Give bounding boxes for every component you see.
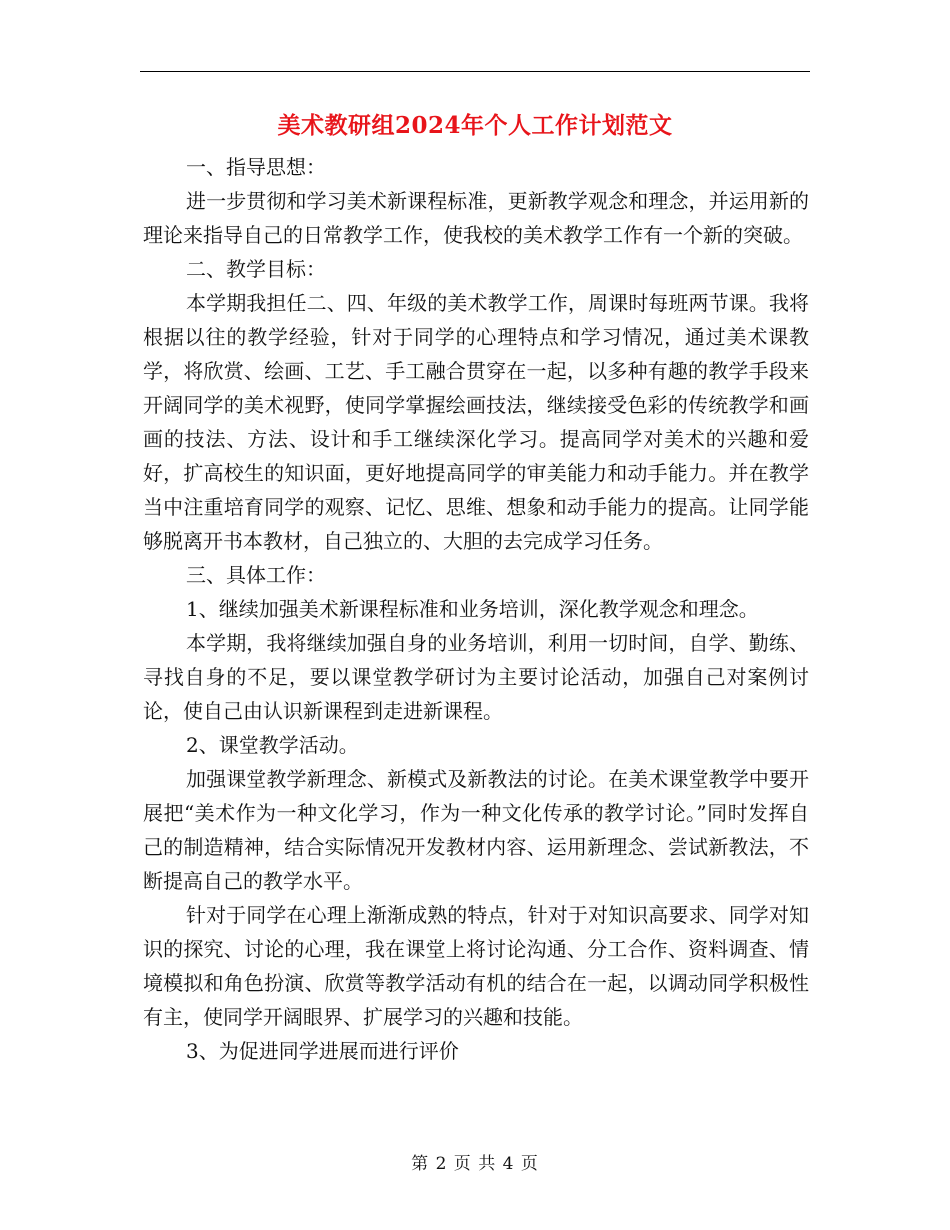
document-body — [143, 150, 809, 1068]
subsection-heading: 2、课堂教学活动。 — [186, 733, 359, 757]
document-title: 美术教研组2024年个人工作计划范文 — [277, 112, 673, 139]
subsection-heading: 1、继续加强美术新课程标准和业务培训，深化教学观念和理念。 — [186, 597, 759, 621]
body-paragraph: 本学期，我将继续加强自身的业务培训，利用一切时间，自学、勤练、寻找自身的不足，要以课堂教学研讨为主要讨论活动，加强自己对案例讨论，使自己由认识新课程到走进新课程。 — [143, 631, 809, 723]
body-paragraph: 进一步贯彻和学习美术新课程标准，更新教学观念和理念，并运用新的理论来指导自己的日常教学工作，使我校的美术教学工作有一个新的突破。 — [143, 189, 809, 247]
subsection-heading: 3、为促进同学进展而进行评价 — [186, 1039, 459, 1063]
header-rule — [140, 71, 810, 72]
section-heading: 三、具体工作： — [186, 563, 326, 587]
section-heading: 二、教学目标： — [186, 257, 326, 281]
section-heading: 一、指导思想： — [186, 155, 326, 179]
body-paragraph: 加强课堂教学新理念、新模式及新教法的讨论。在美术课堂教学中要开展把“美术作为一种文化学习，作为一种文化传承的教学讨论。”同时发挥自己的制造精神，结合实际情况开发教材内容、运用新理念、尝试新教法，不断提高自己的教学水平。 — [143, 767, 809, 893]
body-paragraph: 本学期我担任二、四、年级的美术教学工作，周课时每班两节课。我将根据以往的教学经验，针对于同学的心理特点和学习情况，通过美术课教学，将欣赏、绘画、工艺、手工融合贯穿在一起，以多种有趣的教学手段来开阔同学的美术视野，使同学掌握绘画技法，继续接受色彩的传统教学和画画的技法、方法、设计和手工继续深化学习。提高同学对美术的兴趣和爱好，扩高校生的知识面，更好地提高同学的审美能力和动手能力。并在教学当中注重培育同学的观察、记忆、思维、想象和动手能力的提高。让同学能够脱离开书本教材，自己独立的、大胆的去完成学习任务。 — [143, 291, 809, 553]
body-paragraph: 针对于同学在心理上渐渐成熟的特点，针对于对知识高要求、同学对知识的探究、讨论的心理，我在课堂上将讨论沟通、分工合作、资料调查、情境模拟和角色扮演、欣赏等教学活动有机的结合在一起，以调动同学积极性有主，使同学开阔眼界、扩展学习的兴趣和技能。 — [143, 903, 809, 1029]
page-number: 第 2 页 共 4 页 — [411, 1154, 539, 1174]
